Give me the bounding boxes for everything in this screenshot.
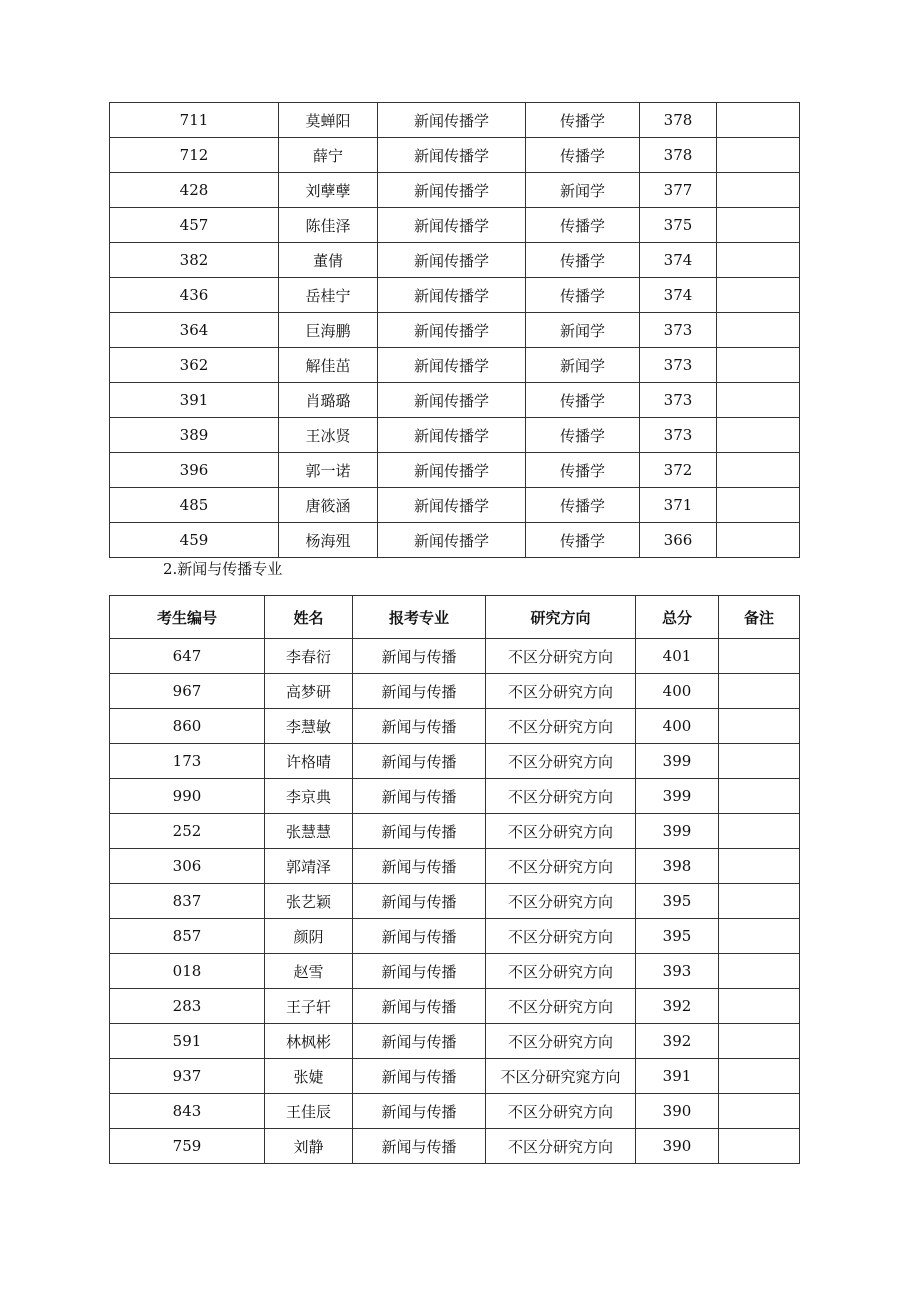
table2-body	[110, 639, 800, 1164]
cell-major: 新闻与传播	[353, 1024, 486, 1059]
cell-remarks	[719, 814, 800, 849]
cell-research-direction: 传播学	[526, 243, 640, 278]
cell-research-direction: 传播学	[526, 418, 640, 453]
table-row	[110, 208, 800, 243]
cell-remarks	[719, 884, 800, 919]
cell-total-score: 395	[636, 919, 719, 954]
cell-major: 新闻传播学	[378, 313, 526, 348]
header-row	[110, 596, 800, 639]
header-total-score: 总分	[636, 596, 719, 639]
cell-major: 新闻传播学	[378, 278, 526, 313]
cell-research-direction: 传播学	[526, 278, 640, 313]
cell-remarks	[717, 488, 800, 523]
cell-candidate-id: 860	[110, 709, 265, 744]
cell-candidate-id: 457	[110, 208, 279, 243]
cell-candidate-id: 436	[110, 278, 279, 313]
cell-name: 李慧敏	[265, 709, 353, 744]
table-row	[110, 383, 800, 418]
cell-total-score: 392	[636, 989, 719, 1024]
cell-name: 巨海鹏	[279, 313, 378, 348]
table-row	[110, 103, 800, 138]
cell-major: 新闻与传播	[353, 1129, 486, 1164]
cell-name: 解佳茁	[279, 348, 378, 383]
cell-candidate-id: 362	[110, 348, 279, 383]
cell-remarks	[719, 639, 800, 674]
cell-research-direction: 传播学	[526, 138, 640, 173]
header-remarks: 备注	[719, 596, 800, 639]
cell-name: 许格晴	[265, 744, 353, 779]
cell-remarks	[717, 453, 800, 488]
table-row	[110, 243, 800, 278]
cell-candidate-id: 843	[110, 1094, 265, 1129]
cell-remarks	[717, 313, 800, 348]
cell-candidate-id: 252	[110, 814, 265, 849]
cell-name: 杨海殂	[279, 523, 378, 558]
cell-remarks	[719, 1059, 800, 1094]
cell-major: 新闻传播学	[378, 488, 526, 523]
table-row	[110, 744, 800, 779]
table-row	[110, 313, 800, 348]
cell-candidate-id: 382	[110, 243, 279, 278]
cell-research-direction: 不区分研究方向	[486, 1129, 636, 1164]
cell-remarks	[717, 278, 800, 313]
cell-remarks	[717, 383, 800, 418]
cell-total-score: 372	[640, 453, 717, 488]
cell-research-direction: 新闻学	[526, 348, 640, 383]
cell-research-direction: 不区分研究方向	[486, 674, 636, 709]
header-name: 姓名	[265, 596, 353, 639]
cell-name: 莫蝉阳	[279, 103, 378, 138]
section-heading: 2.新闻与传播专业	[163, 560, 283, 578]
table2-header	[110, 596, 800, 639]
cell-major: 新闻传播学	[378, 523, 526, 558]
cell-remarks	[719, 1094, 800, 1129]
table-row	[110, 919, 800, 954]
cell-major: 新闻与传播	[353, 1059, 486, 1094]
cell-research-direction: 不区分研究方向	[486, 954, 636, 989]
cell-major: 新闻与传播	[353, 674, 486, 709]
cell-research-direction: 不区分研究方向	[486, 709, 636, 744]
cell-total-score: 391	[636, 1059, 719, 1094]
cell-total-score: 374	[640, 243, 717, 278]
header-candidate-id: 考生编号	[110, 596, 265, 639]
table-row	[110, 1024, 800, 1059]
cell-name: 张艺颖	[265, 884, 353, 919]
table-row	[110, 1129, 800, 1164]
table-row	[110, 138, 800, 173]
cell-remarks	[717, 418, 800, 453]
cell-name: 李京典	[265, 779, 353, 814]
cell-major: 新闻与传播	[353, 884, 486, 919]
cell-research-direction: 不区分研究方向	[486, 884, 636, 919]
cell-major: 新闻传播学	[378, 173, 526, 208]
cell-remarks	[717, 243, 800, 278]
cell-major: 新闻传播学	[378, 348, 526, 383]
cell-research-direction: 不区分研究方向	[486, 1094, 636, 1129]
cell-major: 新闻传播学	[378, 383, 526, 418]
table-row	[110, 1094, 800, 1129]
cell-major: 新闻与传播	[353, 814, 486, 849]
cell-total-score: 400	[636, 674, 719, 709]
table-row	[110, 173, 800, 208]
cell-total-score: 398	[636, 849, 719, 884]
cell-research-direction: 不区分研究方向	[486, 814, 636, 849]
cell-major: 新闻传播学	[378, 418, 526, 453]
cell-remarks	[717, 173, 800, 208]
table-row	[110, 1059, 800, 1094]
cell-candidate-id: 711	[110, 103, 279, 138]
cell-name: 郭一诺	[279, 453, 378, 488]
cell-name: 王子轩	[265, 989, 353, 1024]
cell-candidate-id: 967	[110, 674, 265, 709]
table-row	[110, 278, 800, 313]
cell-name: 王冰贤	[279, 418, 378, 453]
cell-research-direction: 不区分研究方向	[486, 989, 636, 1024]
cell-candidate-id: 364	[110, 313, 279, 348]
cell-total-score: 400	[636, 709, 719, 744]
cell-remarks	[719, 709, 800, 744]
table-row	[110, 779, 800, 814]
cell-major: 新闻与传播	[353, 849, 486, 884]
cell-total-score: 399	[636, 779, 719, 814]
table-row	[110, 674, 800, 709]
cell-name: 颜阴	[265, 919, 353, 954]
cell-total-score: 366	[640, 523, 717, 558]
cell-research-direction: 传播学	[526, 523, 640, 558]
table-row	[110, 348, 800, 383]
cell-name: 李春衍	[265, 639, 353, 674]
cell-research-direction: 不区分研究方向	[486, 919, 636, 954]
cell-research-direction: 新闻学	[526, 313, 640, 348]
cell-major: 新闻传播学	[378, 453, 526, 488]
cell-major: 新闻与传播	[353, 779, 486, 814]
cell-research-direction: 传播学	[526, 103, 640, 138]
cell-name: 唐筱涵	[279, 488, 378, 523]
cell-remarks	[719, 1024, 800, 1059]
cell-candidate-id: 389	[110, 418, 279, 453]
table-row	[110, 954, 800, 989]
cell-total-score: 399	[636, 814, 719, 849]
table1-body	[110, 103, 800, 558]
cell-major: 新闻与传播	[353, 989, 486, 1024]
table-row	[110, 488, 800, 523]
cell-candidate-id: 173	[110, 744, 265, 779]
cell-remarks	[719, 744, 800, 779]
cell-total-score: 401	[636, 639, 719, 674]
cell-name: 刘孽孽	[279, 173, 378, 208]
cell-candidate-id: 857	[110, 919, 265, 954]
cell-remarks	[717, 208, 800, 243]
cell-candidate-id: 712	[110, 138, 279, 173]
cell-research-direction: 传播学	[526, 488, 640, 523]
cell-major: 新闻传播学	[378, 208, 526, 243]
cell-total-score: 377	[640, 173, 717, 208]
table-row	[110, 709, 800, 744]
cell-major: 新闻传播学	[378, 103, 526, 138]
header-research-direction: 研究方向	[486, 596, 636, 639]
cell-remarks	[719, 989, 800, 1024]
cell-candidate-id: 459	[110, 523, 279, 558]
cell-major: 新闻与传播	[353, 919, 486, 954]
cell-research-direction: 不区分研究窕方向	[486, 1059, 636, 1094]
cell-remarks	[719, 779, 800, 814]
cell-name: 薛宁	[279, 138, 378, 173]
cell-research-direction: 传播学	[526, 453, 640, 488]
cell-name: 林枫彬	[265, 1024, 353, 1059]
cell-remarks	[717, 523, 800, 558]
cell-name: 张慧慧	[265, 814, 353, 849]
header-major: 报考专业	[353, 596, 486, 639]
cell-research-direction: 传播学	[526, 383, 640, 418]
cell-total-score: 373	[640, 348, 717, 383]
cell-total-score: 378	[640, 138, 717, 173]
cell-total-score: 393	[636, 954, 719, 989]
table-row	[110, 989, 800, 1024]
table-row	[110, 884, 800, 919]
cell-candidate-id: 990	[110, 779, 265, 814]
cell-research-direction: 不区分研究方向	[486, 849, 636, 884]
cell-total-score: 390	[636, 1094, 719, 1129]
cell-remarks	[717, 348, 800, 383]
cell-total-score: 371	[640, 488, 717, 523]
cell-research-direction: 不区分研究方向	[486, 779, 636, 814]
cell-name: 岳桂宁	[279, 278, 378, 313]
cell-remarks	[719, 1129, 800, 1164]
table-row	[110, 814, 800, 849]
cell-candidate-id: 396	[110, 453, 279, 488]
cell-total-score: 373	[640, 383, 717, 418]
cell-major: 新闻与传播	[353, 709, 486, 744]
cell-major: 新闻与传播	[353, 1094, 486, 1129]
cell-candidate-id: 018	[110, 954, 265, 989]
cell-candidate-id: 428	[110, 173, 279, 208]
cell-remarks	[719, 919, 800, 954]
cell-total-score: 392	[636, 1024, 719, 1059]
cell-total-score: 373	[640, 418, 717, 453]
cell-name: 陈佳泽	[279, 208, 378, 243]
cell-total-score: 395	[636, 884, 719, 919]
cell-name: 王佳辰	[265, 1094, 353, 1129]
cell-total-score: 378	[640, 103, 717, 138]
cell-remarks	[719, 674, 800, 709]
table-row	[110, 453, 800, 488]
cell-candidate-id: 283	[110, 989, 265, 1024]
cell-name: 赵雪	[265, 954, 353, 989]
cell-major: 新闻与传播	[353, 744, 486, 779]
table-row	[110, 418, 800, 453]
cell-total-score: 375	[640, 208, 717, 243]
table-row	[110, 523, 800, 558]
cell-name: 肖璐璐	[279, 383, 378, 418]
results-table-journalism-communication	[109, 102, 800, 558]
cell-research-direction: 不区分研究方向	[486, 744, 636, 779]
cell-name: 张婕	[265, 1059, 353, 1094]
cell-name: 刘静	[265, 1129, 353, 1164]
cell-candidate-id: 837	[110, 884, 265, 919]
cell-major: 新闻传播学	[378, 243, 526, 278]
cell-research-direction: 不区分研究方向	[486, 1024, 636, 1059]
cell-candidate-id: 937	[110, 1059, 265, 1094]
cell-candidate-id: 759	[110, 1129, 265, 1164]
cell-research-direction: 传播学	[526, 208, 640, 243]
cell-remarks	[717, 103, 800, 138]
cell-remarks	[719, 954, 800, 989]
table-row	[110, 639, 800, 674]
cell-major: 新闻与传播	[353, 639, 486, 674]
cell-candidate-id: 306	[110, 849, 265, 884]
cell-candidate-id: 391	[110, 383, 279, 418]
cell-research-direction: 新闻学	[526, 173, 640, 208]
cell-total-score: 373	[640, 313, 717, 348]
cell-candidate-id: 485	[110, 488, 279, 523]
cell-total-score: 390	[636, 1129, 719, 1164]
results-table-journalism-and-communication	[109, 595, 800, 1164]
cell-major: 新闻与传播	[353, 954, 486, 989]
cell-research-direction: 不区分研究方向	[486, 639, 636, 674]
cell-major: 新闻传播学	[378, 138, 526, 173]
cell-name: 郭靖泽	[265, 849, 353, 884]
table-row	[110, 849, 800, 884]
cell-candidate-id: 647	[110, 639, 265, 674]
cell-remarks	[719, 849, 800, 884]
cell-remarks	[717, 138, 800, 173]
cell-total-score: 374	[640, 278, 717, 313]
cell-name: 董倩	[279, 243, 378, 278]
cell-total-score: 399	[636, 744, 719, 779]
cell-name: 高梦研	[265, 674, 353, 709]
cell-candidate-id: 591	[110, 1024, 265, 1059]
